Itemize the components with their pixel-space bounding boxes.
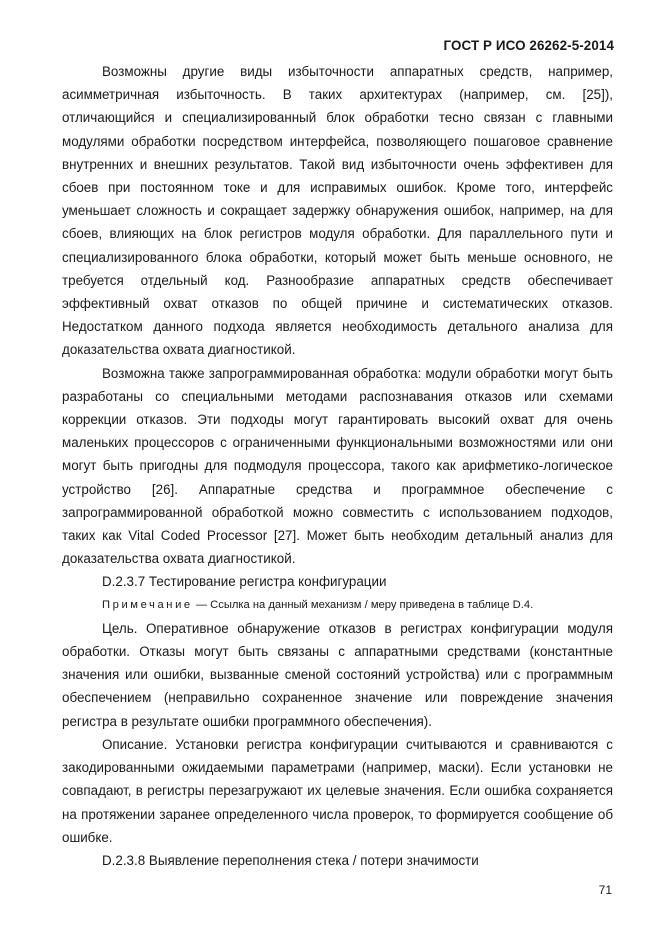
note	[62, 594, 613, 617]
section-heading-d238: D.2.3.8 Выявление переполнения стека / потери значимости	[102, 852, 479, 868]
note-text: — Ссылка на данный механизм / меру приведена в таблице D.4.	[192, 598, 534, 611]
paragraph-description: Описание. Установки регистра конфигурации считываются и сравниваются с закодированными ожидаемыми параметрами (например, маски). Если установки не совпадают, в регистры перезагружают их целевые значения. Если ошибка сохраняется на протяжении заранее определенного числа проверок, то формируется сообщение об ошибке.	[62, 736, 613, 845]
paragraph-goal: Цель. Оперативное обнаружение отказов в регистрах конфигурации модуля обработки. Отказы могут быть связаны с аппаратными средствами (константные значения или ошибки, вызванные сменой состояний устройства) или с программным обеспечением (неправильно сохраненное значение или повреждение значения регистра в результате ошибки программного обеспечения).	[62, 620, 613, 729]
standard-header: ГОСТ Р ИСО 26262-5-2014	[443, 38, 614, 53]
paragraph-coded-processing: Возможна также запрограммированная обработка: модули обработки могут быть разработаны со специальными методами распознавания отказов или схемами коррекции отказов. Эти подходы могут гарантировать высокий охват для очень маленьких процессоров с ограниченными функциональными возможностями или они могут быть пригодны для подмодуля процессора, такого как арифметико-логическое устройство [26]. Аппаратные средства и программное обеспечение с запрограммированной обработкой можно совместить с использованием подходов, таких как Vital Coded Processor [27]. Может быть необходим детальный анализ для доказательства охвата диагностикой.	[62, 365, 613, 567]
note-label: Примечание	[102, 598, 193, 611]
section-heading-d237: D.2.3.7 Тестирование регистра конфигурации	[102, 574, 387, 590]
page-body	[62, 60, 613, 872]
paragraph-hardware-redundancy: Возможны другие виды избыточности аппаратных средств, например, асимметричная избыточность. В таких архитектурах (например, см. [25]), отличающийся и специализированный блок обработки тесно связан с главными модулями обработки посредством интерфейса, позволяющего пошаговое сравнение внутренних и внешних результатов. Такой вид избыточности очень эффективен для сбоев при постоянном токе и для исправимых ошибок. Кроме того, интерфейс уменьшает сложность и сокращает задержку обнаружения ошибок, например, на для сбоев, влияющих на блок регистров модуля обработки. Для параллельного пути и специализированного блока обработки, который может быть меньше основного, не требуется отдельный код. Разнообразие аппаратных средств обеспечивает эффективный охват отказов по общей причине и систематических отказов. Недостатком данного подхода является необходимость детального анализа для доказательства охвата диагностикой.	[62, 64, 613, 358]
page-number: 71	[598, 883, 612, 897]
